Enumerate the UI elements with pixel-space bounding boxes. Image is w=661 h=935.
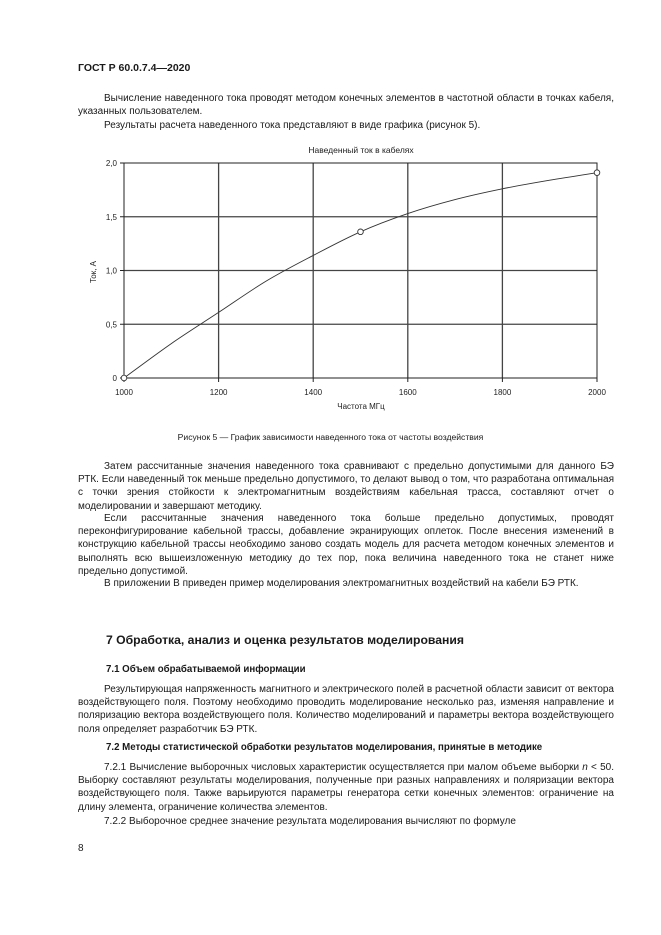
section-7-heading: 7 Обработка, анализ и оценка результатов моделирования — [106, 633, 464, 647]
x-tick-label: 1800 — [493, 388, 512, 397]
data-point-marker — [121, 375, 127, 381]
data-point-marker — [358, 229, 364, 235]
y-tick-label: 1,5 — [105, 212, 117, 222]
page-number: 8 — [78, 843, 84, 854]
body-paragraph-reconfigure: Если рассчитанные значения наведенного тока больше предельно допустимых, проводят переконфигурирование кабельной трассы, добавление экранирующих оплеток. После внесения изменений в конструкцию кабельной трассы необходимо заново создать модель для расчета методом конечных элементов и выполнять всю вышеизложенную методику до тех пор, пока величина наведенного тока не станет ниже предельно допустимой. — [78, 513, 614, 577]
section-7-2-2-text: 7.2.2 Выборочное среднее значение результата моделирования вычисляют по формуле — [104, 816, 516, 827]
intro-paragraph-2: Результаты расчета наведенного тока представляют в виде графика (рисунок 5). — [104, 120, 481, 131]
x-tick-label: 1600 — [398, 388, 417, 397]
y-tick-label: 2,0 — [105, 159, 117, 168]
x-tick-label: 1200 — [209, 388, 228, 397]
chart-ticks — [106, 159, 607, 397]
chart-markers — [121, 170, 600, 381]
section-7-1-heading: 7.1 Объем обрабатываемой информации — [106, 664, 306, 675]
x-tick-label: 1000 — [115, 388, 133, 397]
chart-grid — [124, 163, 597, 378]
y-tick-label: 0,5 — [105, 320, 117, 330]
document-header: ГОСТ Р 60.0.7.4—2020 — [78, 62, 191, 74]
series-line-current — [124, 173, 597, 378]
x-tick-label: 2000 — [588, 388, 606, 397]
body-paragraph-appendix: В приложении В приведен пример моделирования электромагнитных воздействий на кабели БЭ РТК. — [104, 578, 579, 589]
y-tick-label: 0 — [112, 374, 117, 383]
section-7-2-heading: 7.2 Методы статистической обработки результатов моделирования, принятые в методике — [106, 742, 543, 753]
sample-size-variable: n — [582, 762, 588, 773]
body-paragraph-compare: Затем рассчитанные значения наведенного тока сравнивают с предельно допустимыми для данного БЭ РТК. Если наведенный ток меньше предельно допустимого, то делают вывод о том, что разработана оптимальная с точки зрения стойкости к электромагнитным воздействиям кабельная трасса, составляют отчет о моделировании и завершают методику. — [78, 461, 614, 512]
section-7-1-text: Результирующая напряженность магнитного и электрического полей в расчетной области зависит от вектора воздействующего поля. Поэтому необходимо проводить моделирование несколько раз, изменяя направление и поляризацию вектора воздействующего поля. Количество моделирований и параметры вектора воздействующего поля определяет разработчик БЭ РТК. — [78, 684, 614, 735]
x-axis-label: Частота МГц — [337, 402, 385, 411]
intro-paragraph-1: Вычисление наведенного тока проводят методом конечных элементов в частотной области в точках кабеля, указанных пользователем. — [78, 93, 614, 118]
y-tick-label: 1,0 — [105, 266, 117, 276]
section-7-2-1-text — [78, 761, 614, 814]
y-axis-label: Ток, А — [89, 261, 98, 283]
data-point-marker — [594, 170, 600, 176]
figure-caption: Рисунок 5 — График зависимости наведенного тока от частоты воздействия — [177, 432, 484, 442]
chart-title: Наведенный ток в кабелях — [308, 145, 414, 155]
section-7-2-1-part-a: 7.2.1 Вычисление выборочных числовых характеристик осуществляется при малом объеме выборки — [104, 762, 583, 773]
section-7-2-1-part-b: < 50. Выборку составляют результаты моделирования, полученные при разных направлениях и поляризации вектора воздействующего поля. Также варьируются параметры генератора сетки конечных элементов: ограничение на длину элемента, ограничение количества элементов. — [78, 762, 614, 813]
x-tick-label: 1400 — [304, 388, 323, 397]
current-chart — [0, 0, 661, 430]
